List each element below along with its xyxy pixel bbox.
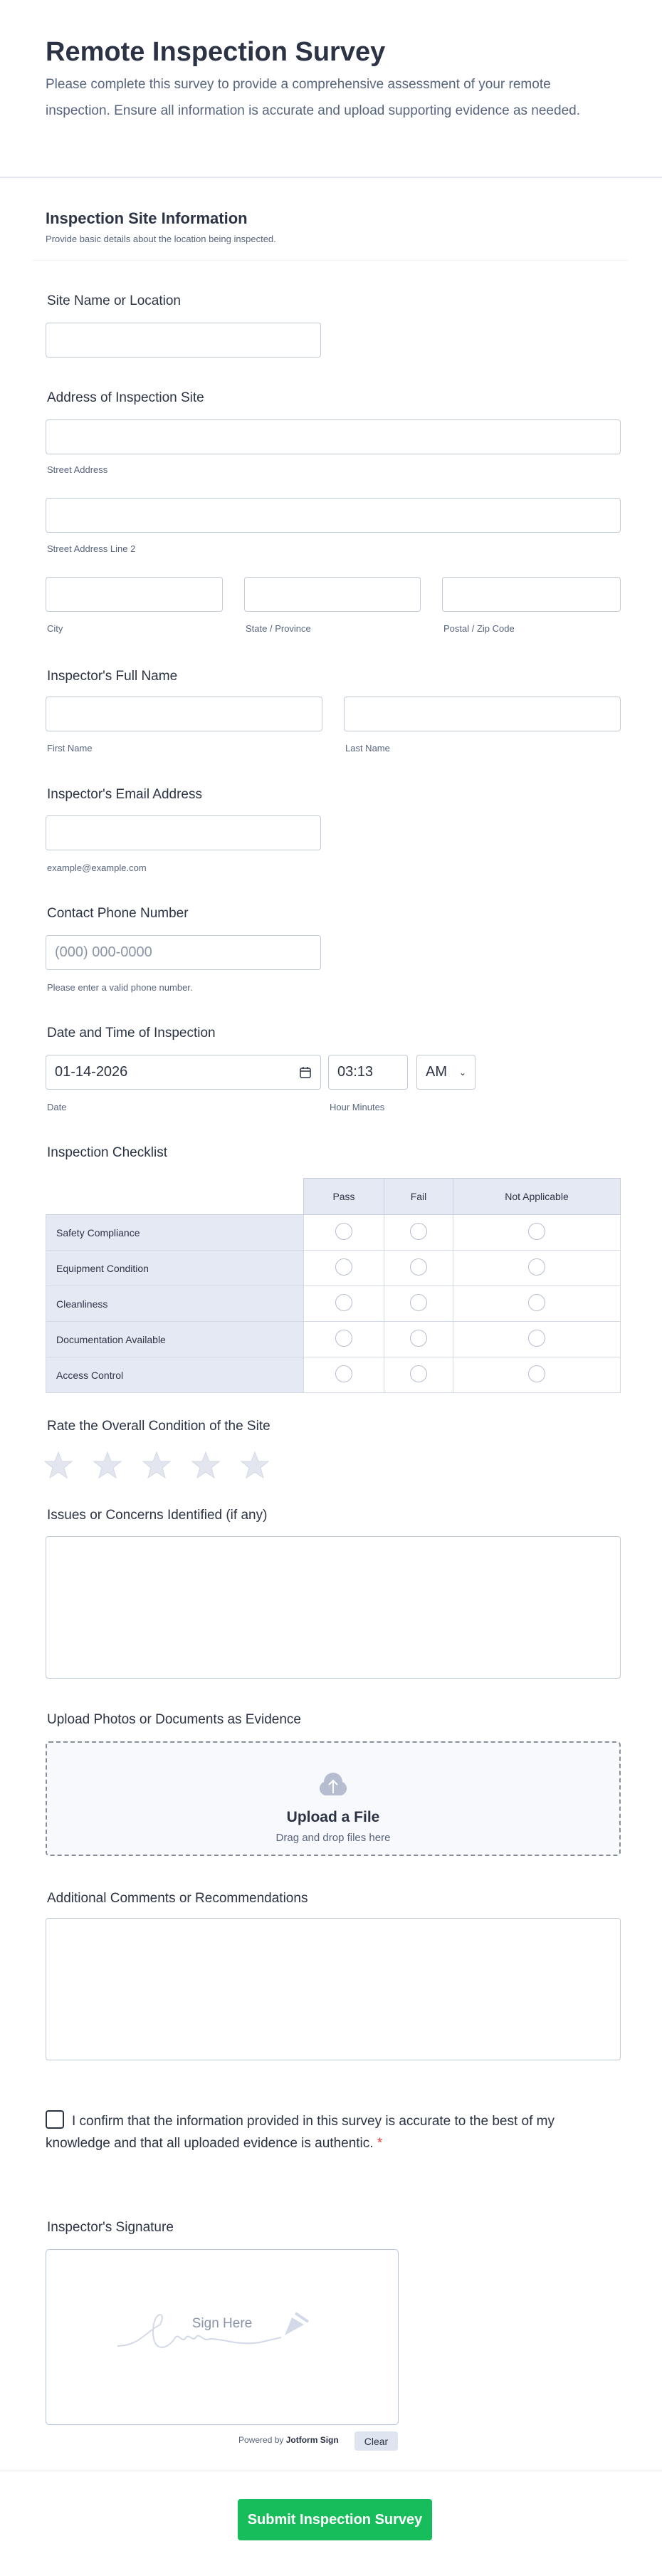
checklist-cell [453, 1322, 621, 1357]
street-address-sublabel: Street Address [47, 464, 108, 475]
address-label: Address of Inspection Site [47, 390, 204, 405]
row-label: Documentation Available [46, 1322, 304, 1357]
signature-label: Inspector's Signature [47, 2220, 174, 2235]
radio-pass[interactable] [335, 1294, 352, 1311]
file-upload-dropzone[interactable] [46, 1741, 621, 1856]
radio-pass[interactable] [335, 1365, 352, 1382]
phone-input[interactable]: (000) 000-0000 [46, 935, 321, 970]
upload-label: Upload Photos or Documents as Evidence [47, 1712, 301, 1727]
zip-input[interactable] [442, 577, 621, 612]
radio-fail[interactable] [410, 1365, 427, 1382]
checklist-cell [304, 1357, 384, 1393]
time-input[interactable]: 03:13 [328, 1055, 408, 1090]
divider [0, 177, 662, 178]
checklist-cell [453, 1215, 621, 1251]
zip-sublabel: Postal / Zip Code [443, 623, 515, 634]
state-input[interactable] [244, 577, 421, 612]
submit-button[interactable]: Submit Inspection Survey [238, 2499, 432, 2540]
radio-not-applicable[interactable] [528, 1330, 545, 1347]
confirm-text-wrapper [46, 2110, 558, 2154]
column-pass: Pass [304, 1179, 384, 1215]
date-input[interactable] [46, 1055, 321, 1090]
section-title: Inspection Site Information [46, 209, 248, 227]
upload-hint: Drag and drop files here [275, 1832, 391, 1844]
radio-pass[interactable] [335, 1223, 352, 1240]
checklist-row [46, 1322, 621, 1357]
cloud-upload-icon [315, 1770, 351, 1798]
powered-by: Powered by Jotform Sign [238, 2435, 339, 2445]
star-rating [44, 1451, 269, 1479]
row-label: Safety Compliance [46, 1215, 304, 1251]
row-label: Access Control [46, 1357, 304, 1393]
state-sublabel: State / Province [246, 623, 311, 634]
issues-textarea[interactable] [46, 1536, 621, 1679]
confirm-text: I confirm that the information provided in this survey is accurate to the best of my knowledge and that all uploaded evidence is authentic. [46, 2114, 555, 2151]
email-label: Inspector's Email Address [47, 787, 202, 802]
time-sublabel: Hour Minutes [330, 1102, 385, 1112]
issues-label: Issues or Concerns Identified (if any) [47, 1508, 268, 1523]
calendar-icon[interactable] [299, 1066, 312, 1079]
phone-label: Contact Phone Number [47, 906, 189, 921]
checklist-cell [304, 1215, 384, 1251]
radio-not-applicable[interactable] [528, 1223, 545, 1240]
checklist-cell [304, 1322, 384, 1357]
checklist-cell [453, 1251, 621, 1286]
radio-pass[interactable] [335, 1330, 352, 1347]
required-mark: * [377, 2136, 383, 2151]
street-address-2-sublabel: Street Address Line 2 [47, 543, 136, 554]
ampm-select[interactable] [416, 1055, 476, 1090]
chevron-down-icon: ⌄ [458, 1067, 466, 1078]
street-address-2-input[interactable] [46, 498, 621, 533]
signature-scribble-icon [117, 2303, 317, 2360]
column-fail: Fail [384, 1179, 453, 1215]
signature-pad[interactable] [46, 2249, 399, 2425]
email-input[interactable] [46, 815, 321, 850]
jotform-sign-brand: Jotform Sign [285, 2435, 339, 2445]
last-name-input[interactable] [344, 697, 621, 731]
checklist-row [46, 1251, 621, 1286]
star-icon[interactable] [93, 1451, 122, 1479]
star-icon[interactable] [44, 1451, 73, 1479]
radio-pass[interactable] [335, 1258, 352, 1276]
column-not-applicable: Not Applicable [453, 1179, 621, 1215]
star-icon[interactable] [241, 1451, 269, 1479]
date-sublabel: Date [47, 1102, 67, 1112]
first-name-sublabel: First Name [47, 743, 93, 753]
radio-fail[interactable] [410, 1258, 427, 1276]
first-name-input[interactable] [46, 697, 322, 731]
checklist-label: Inspection Checklist [47, 1145, 167, 1160]
checklist-cell [384, 1357, 453, 1393]
row-label: Equipment Condition [46, 1251, 304, 1286]
checklist-cell [453, 1357, 621, 1393]
radio-not-applicable[interactable] [528, 1365, 545, 1382]
site-name-input[interactable] [46, 323, 321, 358]
checklist-cell [304, 1251, 384, 1286]
radio-fail[interactable] [410, 1223, 427, 1240]
checklist-cell [384, 1322, 453, 1357]
sign-here-placeholder: Sign Here [191, 2316, 253, 2331]
ampm-value: AM [426, 1064, 447, 1080]
site-name-label: Site Name or Location [47, 293, 181, 308]
radio-fail[interactable] [410, 1330, 427, 1347]
rating-label: Rate the Overall Condition of the Site [47, 1419, 270, 1434]
phone-sublabel: Please enter a valid phone number. [47, 982, 193, 993]
email-sublabel: example@example.com [47, 862, 147, 873]
checklist-matrix [46, 1178, 621, 1393]
checklist-cell [384, 1286, 453, 1322]
datetime-label: Date and Time of Inspection [47, 1026, 216, 1041]
section-subtitle: Provide basic details about the location being inspected. [46, 234, 276, 244]
page-description: Please complete this survey to provide a comprehensive assessment of your remote inspection. Ensure all information is accurate and upload supporting evidence as needed. [46, 77, 580, 118]
clear-signature-button[interactable]: Clear [354, 2431, 398, 2451]
radio-not-applicable[interactable] [528, 1258, 545, 1276]
city-sublabel: City [47, 623, 63, 634]
checklist-cell [384, 1215, 453, 1251]
radio-not-applicable[interactable] [528, 1294, 545, 1311]
star-icon[interactable] [191, 1451, 220, 1479]
radio-fail[interactable] [410, 1294, 427, 1311]
last-name-sublabel: Last Name [345, 743, 390, 753]
divider [33, 260, 628, 261]
checklist-row [46, 1215, 621, 1251]
date-value: 01-14-2026 [55, 1064, 128, 1080]
checklist-cell [304, 1286, 384, 1322]
comments-textarea[interactable] [46, 1918, 621, 2060]
checklist-row [46, 1357, 621, 1393]
checklist-row [46, 1286, 621, 1322]
full-name-label: Inspector's Full Name [47, 669, 178, 684]
comments-label: Additional Comments or Recommendations [47, 1891, 308, 1906]
checklist-cell [384, 1251, 453, 1286]
street-address-input[interactable] [46, 419, 621, 454]
row-label: Cleanliness [46, 1286, 304, 1322]
checklist-cell [453, 1286, 621, 1322]
upload-title: Upload a File [286, 1809, 380, 1825]
city-input[interactable] [46, 577, 223, 612]
page-title: Remote Inspection Survey [46, 37, 386, 67]
star-icon[interactable] [142, 1451, 171, 1479]
